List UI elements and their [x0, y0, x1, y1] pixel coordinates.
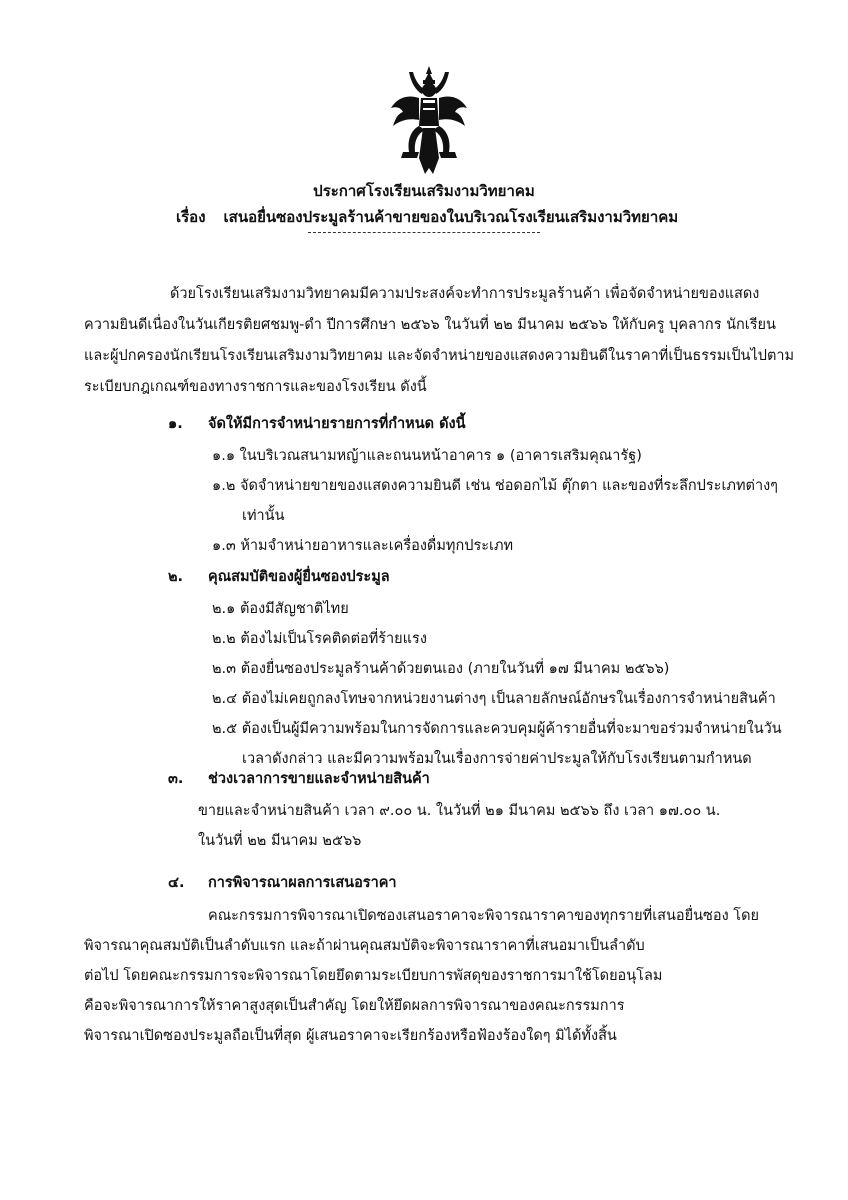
- subject-text: เสนอยื่นซองประมูลร้านค้าขายของในบริเวณโรงเรียนเสริมงามวิทยาคม: [223, 208, 679, 226]
- section-number: ๓.: [168, 771, 184, 787]
- garuda-emblem-icon: [389, 64, 469, 176]
- list-item-continuation: เท่านั้น: [242, 508, 285, 524]
- section-4: [168, 870, 778, 896]
- list-item-continuation: เวลาดังกล่าว และมีความพร้อมในเรื่องการจ่ายค่าประมูลให้กับโรงเรียนตามกำหนด: [242, 751, 752, 767]
- section-heading: [168, 564, 778, 590]
- announcement-title: ประกาศโรงเรียนเสริมงามวิทยาคม: [313, 182, 535, 200]
- paragraph-line: คณะกรรมการพิจารณาเปิดซองเสนอราคาจะพิจารณาราคาของทุกรายที่เสนอยื่นซอง โดย: [208, 908, 759, 924]
- intro-paragraph: [84, 279, 795, 403]
- section-title: ช่วงเวลาการขายและจำหน่ายสินค้า: [208, 771, 430, 787]
- divider: [308, 232, 540, 233]
- intro-line: และผู้ปกครองนักเรียนโรงเรียนเสริมงามวิทยาคม และจัดจำหน่ายของแสดงความยินดีในราคาที่เป็นธรรมเป็นไปตาม: [84, 348, 795, 364]
- section-3: [168, 766, 778, 856]
- section-number: ๔.: [168, 875, 185, 891]
- section-heading: [168, 411, 778, 437]
- list-item-text: ๑.๒ จัดจำหน่ายขายของแสดงความยินดี เช่น ช่อดอกไม้ ตุ๊กตา และของที่ระลึกประเภทต่างๆ: [212, 478, 778, 494]
- section-1: [168, 411, 778, 561]
- paragraph-line: คือจะพิจารณาการให้ราคาสูงสุดเป็นสำคัญ โดยให้ยึดผลการพิจารณาของคณะกรรมการ: [84, 998, 625, 1014]
- section-line: ในวันที่ ๒๒ มีนาคม ๒๕๖๖: [198, 833, 362, 849]
- paragraph-line: พิจารณาเปิดซองประมูลถือเป็นที่สุด ผู้เสนอราคาจะเรียกร้องหรือฟ้องร้องใดๆ มิได้ทั้งสิ้น: [84, 1028, 617, 1044]
- section-4-paragraph: [84, 901, 766, 1051]
- list-item-text: ๒.๕ ต้องเป็นผู้มีความพร้อมในการจัดการและควบคุมผู้ค้ารายอื่นที่จะมาขอร่วมจำหน่ายในวัน: [212, 721, 782, 737]
- subject-label: เรื่อง: [176, 208, 206, 226]
- section-heading: [168, 766, 778, 792]
- subject-line: [176, 206, 678, 228]
- paragraph-line: ต่อไป โดยคณะกรรมการจะพิจารณาโดยยึดตามระเบียบการพัสดุของราชการมาใช้โดยอนุโลม: [84, 968, 663, 984]
- list-item: [168, 471, 778, 531]
- section-title: การพิจารณาผลการเสนอราคา: [208, 875, 397, 891]
- list-item: ๒.๔ ต้องไม่เคยถูกลงโทษจากหน่วยงานต่างๆ เป็นลายลักษณ์อักษรในเรื่องการจำหน่ายสินค้า: [212, 691, 776, 707]
- section-number: ๑.: [168, 416, 183, 432]
- section-title: จัดให้มีการจำหน่ายรายการที่กำหนด ดังนี้: [208, 416, 466, 432]
- list-item: ๒.๒ ต้องไม่เป็นโรคติดต่อที่ร้ายแรง: [212, 631, 427, 647]
- section-line: ขายและจำหน่ายสินค้า เวลา ๙.๐๐ น. ในวันที่ ๒๑ มีนาคม ๒๕๖๖ ถึง เวลา ๑๗.๐๐ น.: [198, 803, 721, 819]
- list-item: ๑.๑ ในบริเวณสนามหญ้าและถนนหน้าอาคาร ๑ (อาคารเสริมคุณารัฐ): [212, 448, 642, 464]
- section-heading: [168, 870, 778, 896]
- paragraph-line: พิจารณาคุณสมบัติเป็นลำดับแรก และถ้าผ่านคุณสมบัติจะพิจารณาราคาที่เสนอมาเป็นลำดับ: [84, 938, 645, 954]
- intro-line: ระเบียบกฎเกณฑ์ของทางราชการและของโรงเรียน ดังนี้: [84, 379, 427, 395]
- intro-line: ด้วยโรงเรียนเสริมงามวิทยาคมมีความประสงค์จะทำการประมูลร้านค้า เพื่อจัดจำหน่ายของแสดง: [170, 286, 760, 302]
- intro-line: ความยินดีเนื่องในวันเกียรติยศชมพู-ดำ ปีการศึกษา ๒๕๖๖ ในวันที่ ๒๒ มีนาคม ๒๕๖๖ ให้กับครู บุคลากร นักเรียน: [84, 317, 776, 333]
- list-item: [168, 714, 782, 774]
- section-title: คุณสมบัติของผู้ยื่นซองประมูล: [208, 569, 390, 585]
- section-number: ๒.: [168, 569, 184, 585]
- list-item: ๒.๓ ต้องยื่นซองประมูลร้านค้าด้วยตนเอง (ภายในวันที่ ๑๗ มีนาคม ๒๕๖๖): [212, 661, 670, 677]
- list-item: ๒.๑ ต้องมีสัญชาติไทย: [212, 601, 349, 617]
- list-item: ๑.๓ ห้ามจำหน่ายอาหารและเครื่องดื่มทุกประเภท: [212, 538, 514, 554]
- section-2: [168, 564, 782, 774]
